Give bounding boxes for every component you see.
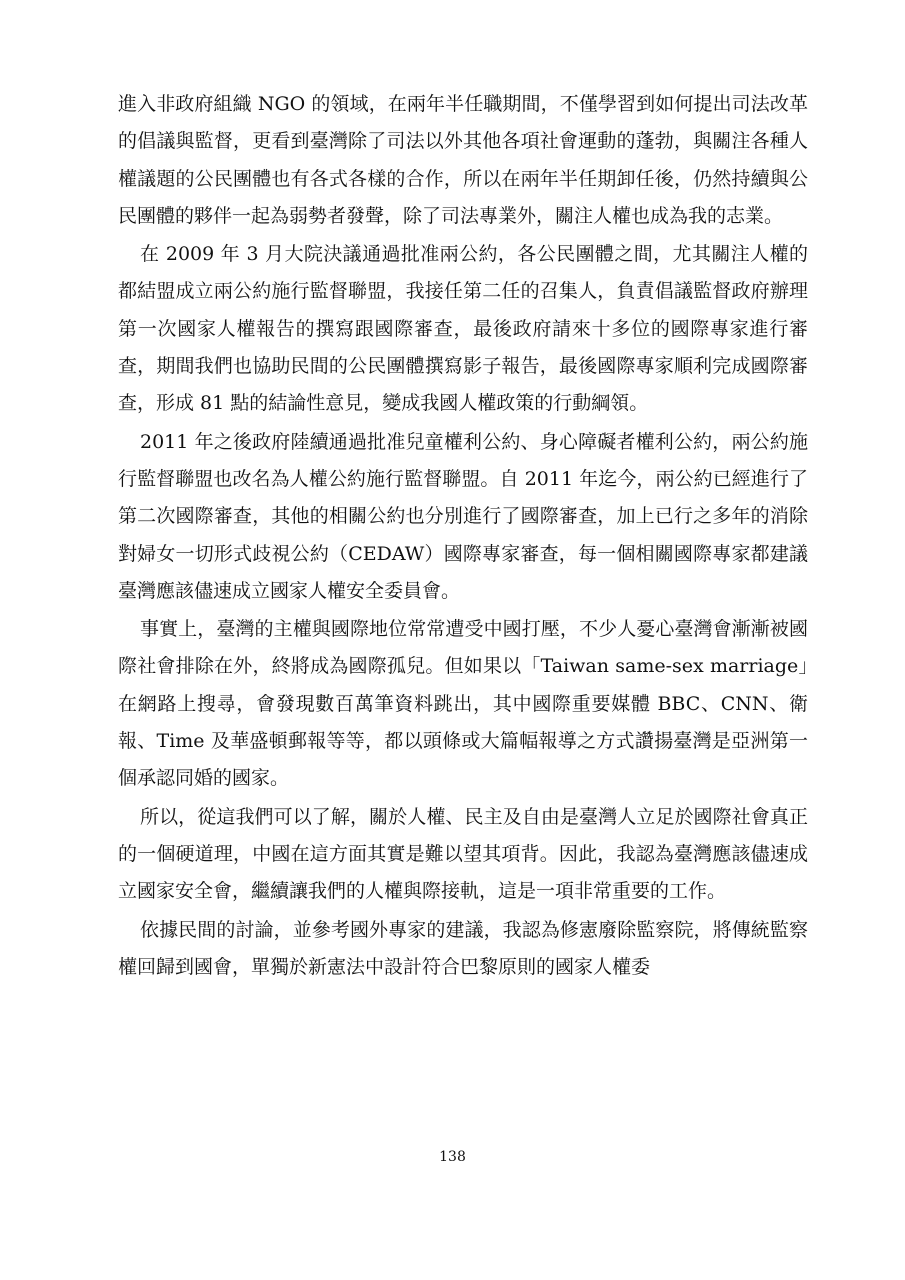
paragraph-constitutional-reform: 依據民間的討論，並參考國外專家的建議，我認為修憲廢除監察院，將傳統監察權回歸到國會，單獨於新憲法中設計符合巴黎原則的國家人權委 <box>118 918 808 978</box>
paragraph-two-covenants: 在 2009 年 3 月大院決議通過批准兩公約，各公民團體之間，尤其關注人權的都結盟成立兩公約施行監督聯盟，我接任第二任的召集人，負責倡議監督政府辦理第一次國家人權報告的撰寫跟國際審查，最後政府請來十多位的國際專家進行審查，期間我們也協助民間的公民團體撰寫影子報告，最後國際專家順利完成國際審查，形成 81 點的結論性意見，變成我國人權政策的行動綱領。 <box>118 243 808 415</box>
page-number: 138 <box>439 1149 466 1165</box>
page-body <box>118 86 808 987</box>
paragraph-ngo-experience: 進入非政府組織 NGO 的領域，在兩年半任職期間，不僅學習到如何提出司法改革的倡議與監督，更看到臺灣除了司法以外其他各項社會運動的蓬勃，與關注各種人權議題的公民團體也有各式各樣的合作，所以在兩年半任期卸任後，仍然持續與公民團體的夥伴一起為弱勢者發聲，除了司法專業外，關注人權也成為我的志業。 <box>118 93 808 227</box>
paragraph-human-rights-principle: 所以，從這我們可以了解，關於人權、民主及自由是臺灣人立足於國際社會真正的一個硬道理，中國在這方面其實是難以望其項背。因此，我認為臺灣應該儘速成立國家安全會，繼續讓我們的人權與際接軌，這是一項非常重要的工作。 <box>118 805 808 903</box>
paragraph-taiwan-status: 事實上，臺灣的主權與國際地位常常遭受中國打壓，不少人憂心臺灣會漸漸被國際社會排除在外，終將成為國際孤兒。但如果以「Taiwan same-sex marriage」在網路上搜尋，會發現數百萬筆資料跳出，其中國際重要媒體 BBC、CNN、衛報、Time 及華盛頓郵報等等，都以頭條或大篇幅報導之方式讚揚臺灣是亞洲第一個承認同婚的國家。 <box>118 618 808 790</box>
paragraph-international-review: 2011 年之後政府陸續通過批准兒童權利公約、身心障礙者權利公約，兩公約施行監督聯盟也改名為人權公約施行監督聯盟。自 2011 年迄今，兩公約已經進行了第二次國際審查，其他的相關公約也分別進行了國際審查，加上已行之多年的消除對婦女一切形式歧視公約（CEDAW）國際專家審查，每一個相關國際專家都建議臺灣應該儘速成立國家人權安全委員會。 <box>118 430 808 602</box>
